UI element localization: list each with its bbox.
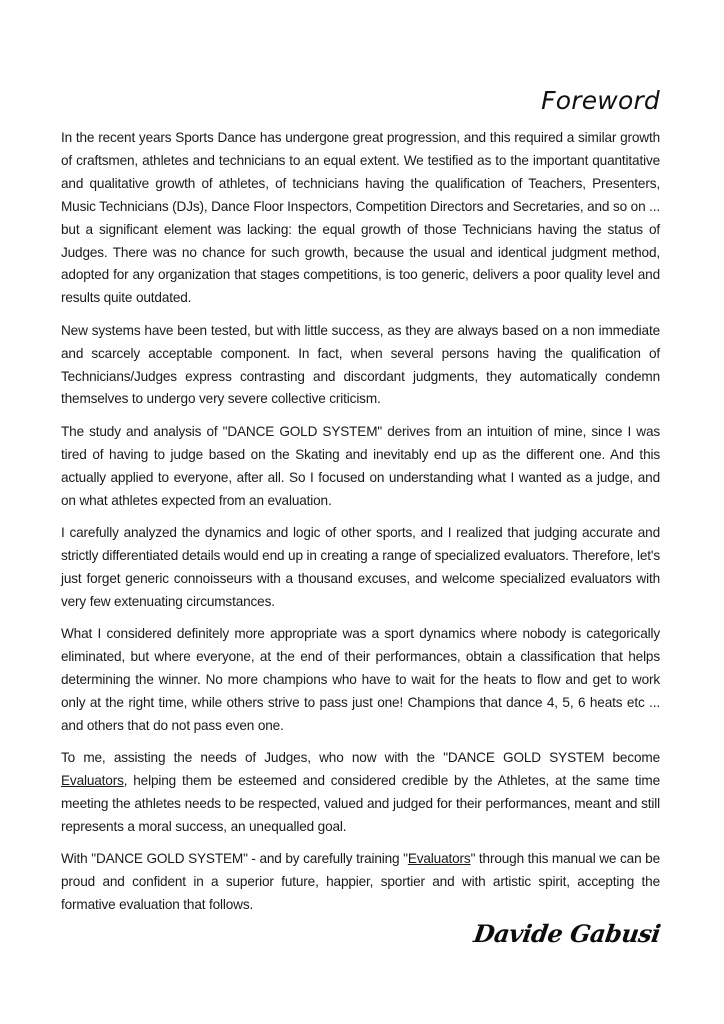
evaluators-underlined-term: Evaluators (61, 773, 124, 789)
paragraph-6-after: , helping them be esteemed and considered credible by the Athletes, at the same time meeting the athletes needs to be respected, valued and judged for their performances, meant and still represents a moral success, an unequalled goal. (61, 773, 660, 834)
paragraph-5: What I considered definitely more appropriate was a sport dynamics where nobody is categorically eliminated, but where everyone, at the end of their performances, obtain a classification that helps determining the winner. No more champions who have to wait for the heats to flow and get to work only at the right time, while others strive to pass just one! Champions that dance 4, 5, 6 heats etc ... and others that do not pass even one. (61, 626, 660, 733)
paragraph-6-before: To me, assisting the needs of Judges, who now with the "DANCE GOLD SYSTEM become (61, 750, 660, 766)
paragraph-3: The study and analysis of "DANCE GOLD SYSTEM" derives from an intuition of mine, since I was tired of having to judge based on the Skating and inevitably end up as the different one. And this actually applied to everyone, after all. So I focused on understanding what I wanted as a judge, and on what athletes expected from an evaluation. (61, 423, 660, 508)
paragraph-7-after: " through this manual we can be proud and confident in a superior future, happier, sportier and with artistic spirit, accepting the formative evaluation that follows. (61, 851, 660, 913)
paragraph-6 (61, 747, 660, 839)
author-signature: Davide Gabusi (471, 919, 663, 948)
page-title: Foreword (541, 86, 660, 115)
paragraph-7-before: With "DANCE GOLD SYSTEM" - and by carefully training " (61, 851, 408, 867)
paragraph-2: New systems have been tested, but with little success, as they are always based on a non immediate and scarcely acceptable component. In fact, when several persons having the qualification of Technicians/Judges express contrasting and discordant judgments, they automatically condemn themselves to undergo very severe collective criticism. (61, 322, 660, 407)
paragraph-4: I carefully analyzed the dynamics and logic of other sports, and I realized that judging accurate and strictly differentiated details would end up in creating a range of specialized evaluators. Therefore, let's just forget generic connoisseurs with a thousand excuses, and welcome specialized evaluators with very few extenuating circumstances. (61, 525, 660, 609)
document-body (61, 127, 660, 927)
paragraph-7 (61, 848, 660, 917)
paragraph-1: In the recent years Sports Dance has undergone great progression, and this required a similar growth of craftsmen, athletes and technicians to an equal extent. We testified as to the important quantitative and qualitative growth of athletes, of technicians having the qualification of Teachers, Presenters, Music Technicians (DJs), Dance Floor Inspectors, Competition Directors and Secretaries, and so on ... but a significant element was lacking: the equal growth of those Technicians having the status of Judges. There was no chance for such growth, because the usual and identical judgment method, adopted for any organization that stages competitions, is too generic, delivers a poor quality level and results quite outdated. (61, 130, 660, 306)
evaluators-underlined-term: Evaluators (407, 851, 471, 867)
